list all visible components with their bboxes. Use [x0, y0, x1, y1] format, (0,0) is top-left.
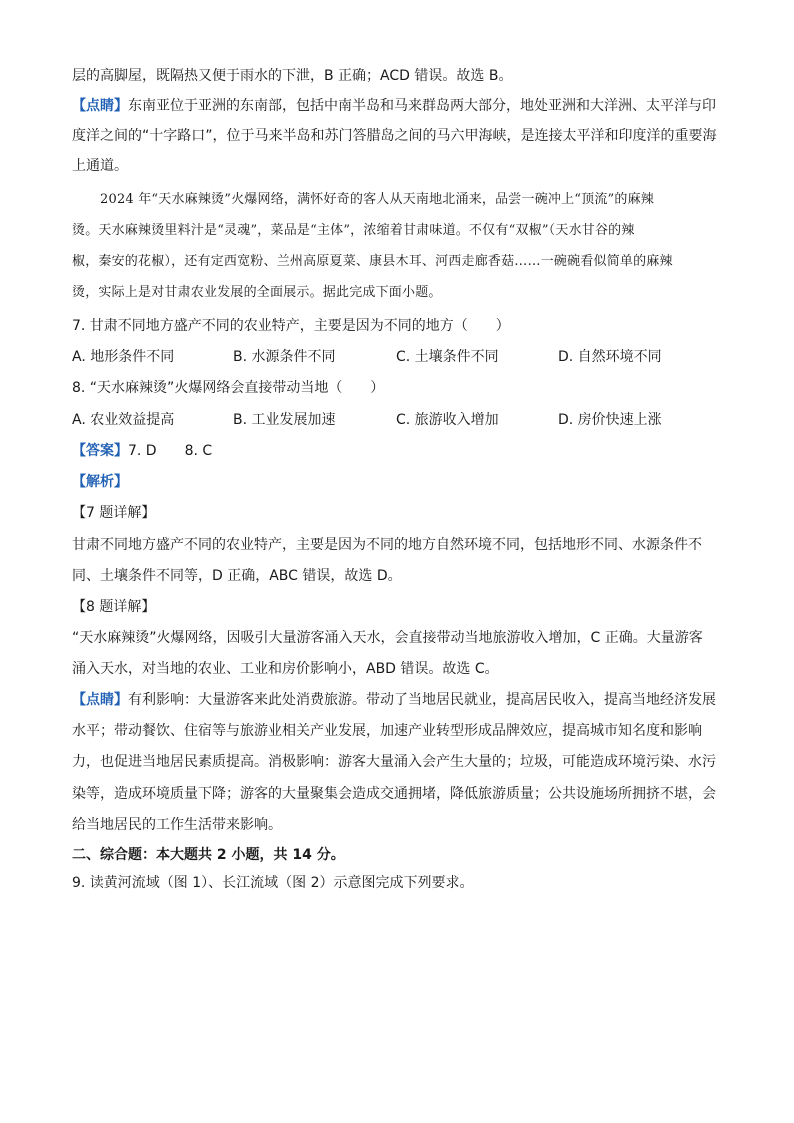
detail-8-line-2: 涌入天水，对当地的农业、工业和房价影响小，ABD 错误。故选 C。 — [72, 661, 499, 677]
q7-option-c: C. 土壤条件不同 — [396, 349, 499, 365]
dianjing-1-line-2: 度洋之间的“十字路口”，位于马来半岛和苏门答腊岛之间的马六甲海峡，是连接太平洋和印度洋的重要海 — [72, 128, 717, 144]
passage-line-3: 椒，秦安的花椒），还有定西宽粉、兰州高原夏菜、康县木耳、河西走廊香菇……一碗碗看似简单的麻辣 — [72, 254, 673, 269]
section-heading: 二、综合题：本大题共 2 小题，共 14 分。 — [72, 847, 345, 863]
analysis-tag: 【解析】 — [72, 474, 128, 490]
passage-line-1: 2024 年“天水麻辣烫”火爆网络，满怀好奇的客人从天南地北涌来，品尝一碗冲上“顶流”的麻辣 — [100, 192, 655, 207]
answer-line — [72, 441, 722, 461]
q8-option-c: C. 旅游收入增加 — [396, 412, 499, 428]
question-9: 9. 读黄河流域（图 1）、长江流域（图 2）示意图完成下列要求。 — [72, 875, 474, 891]
dianjing-tag: 【点睛】 — [72, 98, 128, 114]
detail-8-tag: 【8 题详解】 — [72, 599, 156, 615]
text-line: 层的高脚屋，既隔热又便于雨水的下泄，B 正确；ACD 错误。故选 B。 — [72, 68, 513, 84]
q7-option-d: D. 自然环境不同 — [558, 349, 662, 365]
answer-tag: 【答案】 — [72, 443, 128, 459]
detail-7-line-2: 同、土壤条件不同等，D 正确，ABC 错误，故选 D。 — [72, 568, 402, 584]
answer-text: 7. D 8. C — [128, 443, 213, 459]
detail-7-line-1: 甘肃不同地方盛产不同的农业特产，主要是因为不同的地方自然环境不同，包括地形不同、水源条件不 — [72, 537, 702, 553]
question-7: 7. 甘肃不同地方盛产不同的农业特产，主要是因为不同的地方（ ） — [72, 318, 510, 334]
passage-line-2: 烫。天水麻辣烫里料汁是“灵魂”，菜品是“主体”，浓缩着甘肃味道。不仅有“双椒”（天水甘谷的辣 — [72, 223, 635, 238]
passage-line-4: 烫，实际上是对甘肃农业发展的全面展示。据此完成下面小题。 — [72, 285, 442, 300]
dianjing-1-line-1 — [72, 96, 722, 116]
dianjing-2-line-1 — [72, 690, 722, 710]
q8-option-b: B. 工业发展加速 — [233, 412, 336, 428]
q7-option-a: A. 地形条件不同 — [72, 349, 175, 365]
question-8: 8. “天水麻辣烫”火爆网络会直接带动当地（ ） — [72, 380, 385, 396]
dianjing-tag: 【点睛】 — [72, 692, 128, 708]
q7-option-b: B. 水源条件不同 — [233, 349, 336, 365]
q8-option-a: A. 农业效益提高 — [72, 412, 175, 428]
dianjing-2-line-4: 染等，造成环境质量下降；游客的大量聚集会造成交通拥堵，降低旅游质量；公共设施场所拥挤不堪，会 — [72, 786, 716, 802]
detail-8-line-1: “天水麻辣烫”火爆网络，因吸引大量游客涌入天水，会直接带动当地旅游收入增加，C 正确。大量游客 — [72, 630, 703, 646]
dianjing-2-line-2: 水平；带动餐饮、住宿等与旅游业相关产业发展，加速产业转型形成品牌效应，提高城市知名度和影响 — [72, 723, 702, 739]
dianjing-1-line-3: 上通道。 — [72, 158, 128, 174]
dianjing-2-line-3: 力，也促进当地居民素质提高。消极影响：游客大量涌入会产生大量的；垃圾，可能造成环境污染、水污 — [72, 754, 716, 770]
detail-7-tag: 【7 题详解】 — [72, 505, 156, 521]
dianjing-text: 东南亚位于亚洲的东南部，包括中南半岛和马来群岛两大部分，地处亚洲和大洋洲、太平洋与印 — [128, 98, 716, 114]
dianjing-text: 有利影响：大量游客来此处消费旅游。带动了当地居民就业，提高居民收入，提高当地经济发展 — [128, 692, 716, 708]
q8-option-d: D. 房价快速上涨 — [558, 412, 662, 428]
dianjing-2-line-5: 给当地居民的工作生活带来影响。 — [72, 817, 282, 833]
